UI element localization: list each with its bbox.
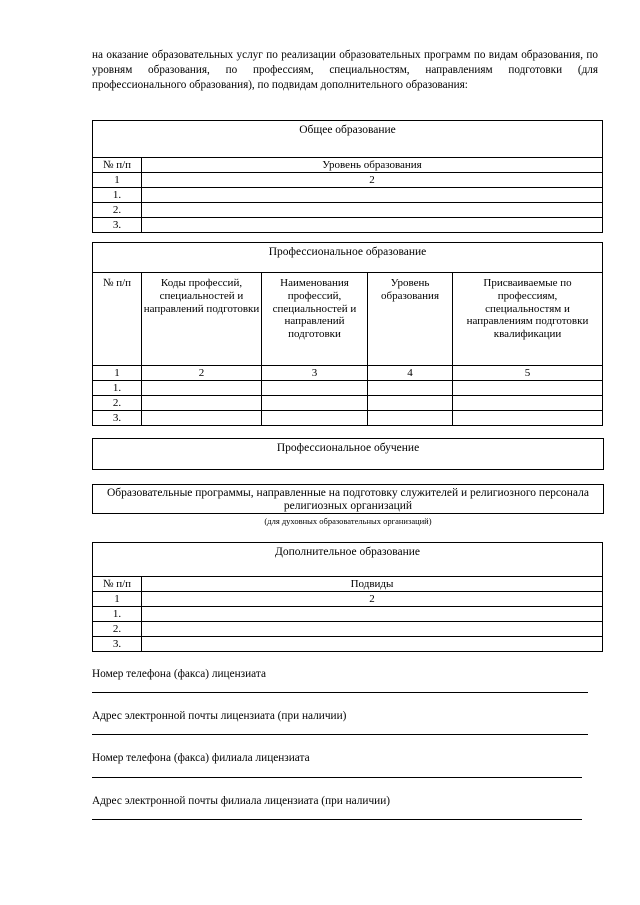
table-row [93,188,603,203]
additional-title: Дополнительное образование [93,543,603,577]
training-title: Профессиональное обучение [276,442,420,454]
index-cell: 2 [142,173,603,188]
table-row [93,203,603,218]
table-row [93,411,603,426]
table-row [93,607,603,622]
input-cell[interactable] [142,411,262,426]
table-row [93,637,603,652]
col-subtype-header: Подвиды [142,577,603,592]
branch-email-field[interactable] [92,819,582,820]
row-number: 1. [93,607,142,622]
religious-programs-box [92,484,604,514]
row-number: 2. [93,203,142,218]
input-cell[interactable] [368,411,453,426]
branch-email-label: Адрес электронной почты филиала лицензиата (при наличии) [92,795,391,807]
row-number: 3. [93,411,142,426]
index-cell: 1 [93,366,142,381]
input-cell[interactable] [453,396,603,411]
input-cell[interactable] [142,381,262,396]
input-cell[interactable] [142,203,603,218]
row-number: 2. [93,396,142,411]
professional-title: Профессиональное образование [93,243,603,273]
input-cell[interactable] [142,218,603,233]
col-codes-header: Коды профессий, специальностей и направлений подготовки [142,273,262,366]
input-cell[interactable] [142,396,262,411]
input-cell[interactable] [142,622,603,637]
index-cell: 1 [93,173,142,188]
table-row [93,218,603,233]
religious-note: (для духовных образовательных организаций) [264,516,432,526]
col-num-header: № п/п [93,158,142,173]
col-level-header: Уровень образования [368,273,453,366]
row-number: 2. [93,622,142,637]
row-number: 1. [93,188,142,203]
input-cell[interactable] [142,188,603,203]
index-cell: 4 [368,366,453,381]
index-cell: 2 [142,592,603,607]
index-cell: 3 [262,366,368,381]
professional-education-table [92,242,603,426]
index-cell: 1 [93,592,142,607]
professional-training-box [92,438,604,470]
row-number: 3. [93,218,142,233]
col-qualification-header: Присваиваемые по профессиям, специальностям и направлениям подготовки квалификации [453,273,603,366]
table-row [93,381,603,396]
general-title: Общее образование [93,121,603,158]
intro-paragraph: на оказание образовательных услуг по реализации образовательных программ по видам образования, по уровням образования, по профессиям, специальностям, направлениям подготовки (для профессионального образования), по подвидам дополнительного образования: [92,49,598,91]
input-cell[interactable] [262,411,368,426]
input-cell[interactable] [142,637,603,652]
input-cell[interactable] [262,396,368,411]
input-cell[interactable] [368,396,453,411]
index-cell: 5 [453,366,603,381]
general-education-table [92,120,603,233]
religious-title: Образовательные программы, направленные на подготовку служителей и религиозного персонала религиозных организаций [106,487,589,512]
licensee-email-field[interactable] [92,734,588,735]
input-cell[interactable] [368,381,453,396]
licensee-email-label: Адрес электронной почты лицензиата (при наличии) [92,710,347,722]
index-cell: 2 [142,366,262,381]
branch-phone-field[interactable] [92,777,582,778]
col-num-header: № п/п [93,577,142,592]
additional-education-table [92,542,603,652]
licensee-phone-label: Номер телефона (факса) лицензиата [92,668,266,680]
table-row [93,622,603,637]
table-row [93,396,603,411]
col-names-header: Наименования профессий, специальностей и направлений подготовки [262,273,368,366]
input-cell[interactable] [453,411,603,426]
col-level-header: Уровень образования [142,158,603,173]
input-cell[interactable] [142,607,603,622]
input-cell[interactable] [262,381,368,396]
input-cell[interactable] [453,381,603,396]
col-num-header: № п/п [93,273,142,366]
branch-phone-label: Номер телефона (факса) филиала лицензиата [92,752,310,764]
row-number: 3. [93,637,142,652]
row-number: 1. [93,381,142,396]
licensee-phone-field[interactable] [92,692,588,693]
